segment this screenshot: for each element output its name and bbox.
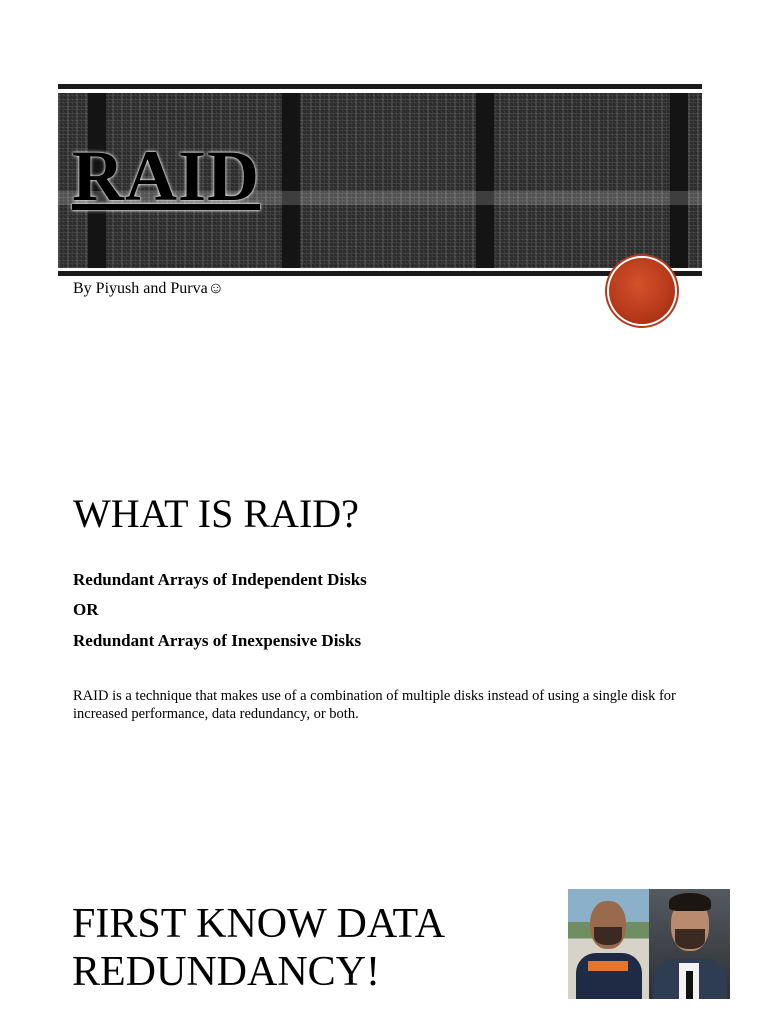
banner-bar [476,93,494,268]
what-is-raid-slide [0,350,768,810]
banner-bar [670,93,688,268]
person-photo-right [649,889,730,999]
slide-heading [72,900,512,996]
tie [686,971,693,999]
shirt [576,953,642,999]
or-separator: OR [73,600,99,619]
description-paragraph: RAID is a technique that makes use of a combination of multiple disks instead of using a single disk for increased performance, data redundancy, or both. [73,688,676,722]
photo-pair [568,889,731,999]
heading-line-1: FIRST KNOW DATA [72,901,446,947]
byline: By Piyush and Purva☺ [73,280,225,297]
banner-bar [282,93,300,268]
title-slide [0,0,768,345]
definition-line-2: Redundant Arrays of Inexpensive Disks [73,631,362,650]
slide-heading: WHAT IS RAID? [73,491,359,536]
shirt-stripe [588,961,628,971]
accent-circle [609,258,675,324]
data-redundancy-slide [0,812,768,1024]
banner-bottom-line [58,271,702,276]
person-photo-left [568,889,649,999]
slide-title: RAID [72,136,261,216]
beard [675,929,705,949]
beard [594,927,622,945]
banner-top-line [58,84,702,89]
hair [669,893,711,911]
heading-line-2: REDUNDANCY! [72,949,380,995]
definition-line-1: Redundant Arrays of Independent Disks [73,570,367,589]
